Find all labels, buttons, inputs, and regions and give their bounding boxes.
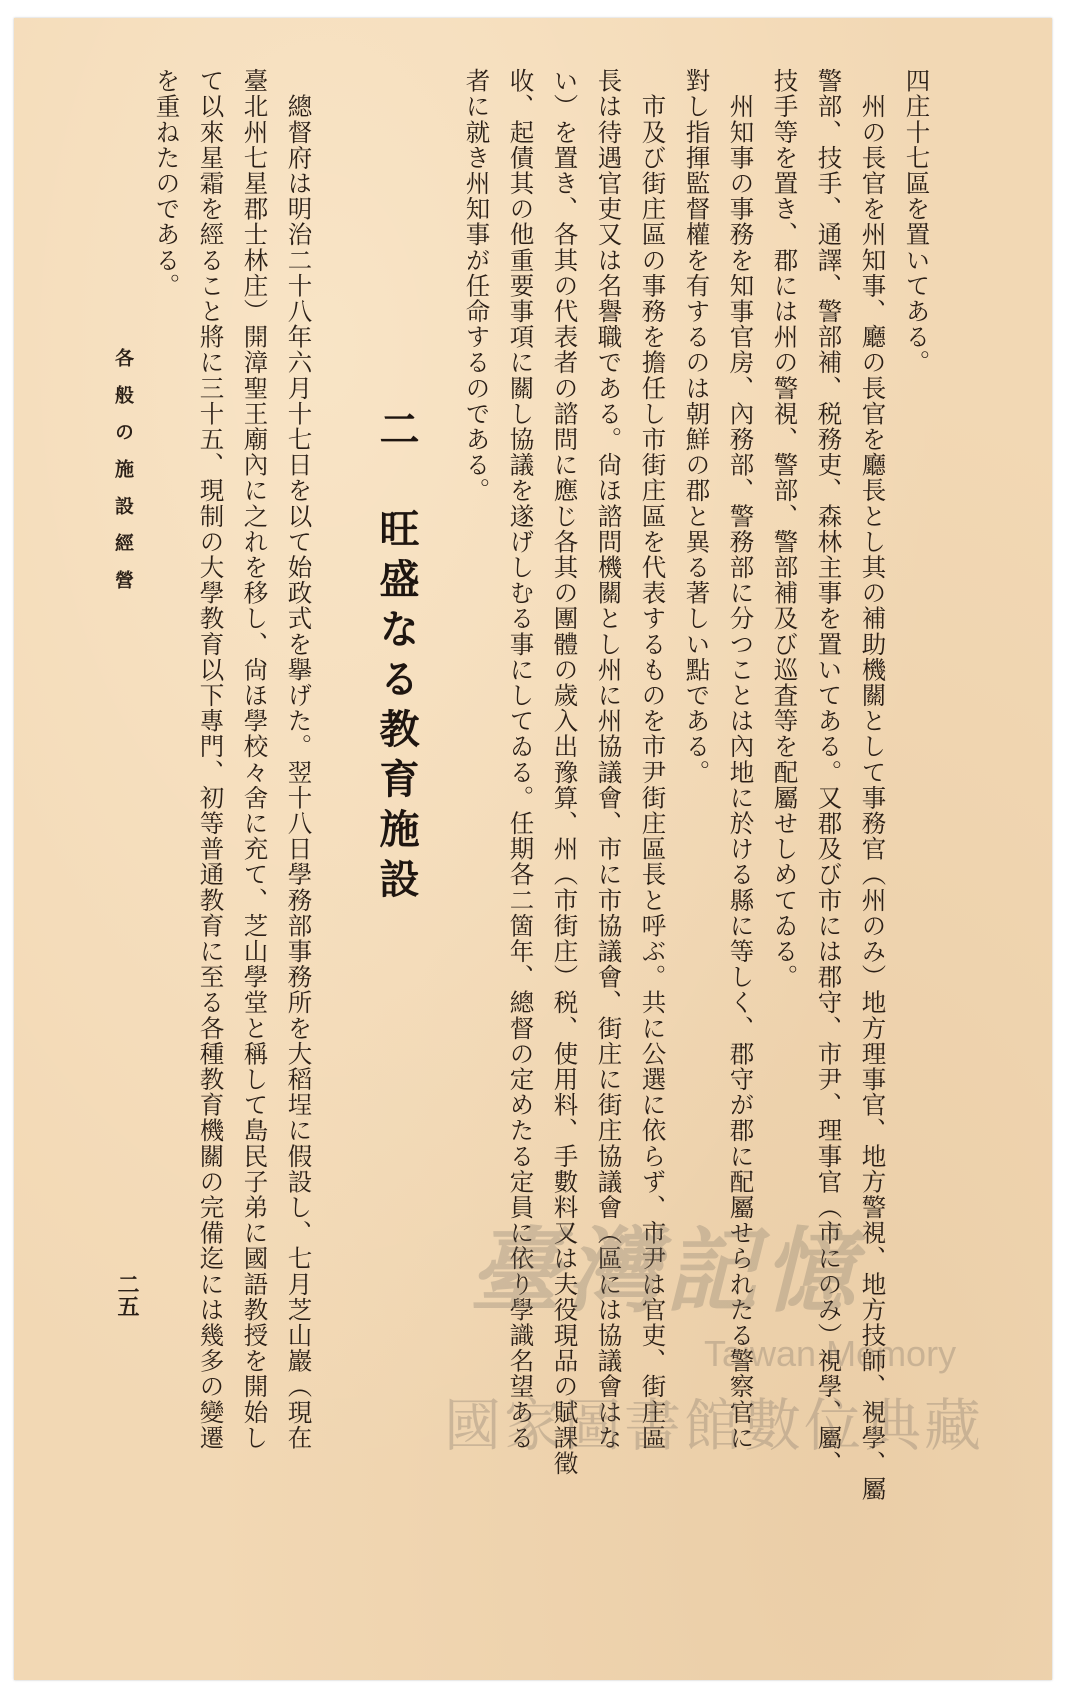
book-page [14, 18, 1052, 1680]
watermark-chinese: 國家圖書館數位典藏 [444, 1393, 984, 1459]
text-column: 市及び街庄區の事務を擔任し市街庄區を代表するものを市尹街庄區長と呼ぶ。共に公選に依らず、市尹は官吏、街庄區 [638, 68, 668, 1451]
text-column: 總督府は明治二十八年六月十七日を以て始政式を擧げた。翌十八日學務部事務所を大稻埕に假設し、七月芝山巖（現在 [284, 68, 314, 1451]
page-number: 二五 [114, 1273, 140, 1317]
text-column: 技手等を置き、郡には州の警視、警部、警部補及び巡査等を配屬せしめてゐる。 [770, 68, 800, 990]
section-heading: 二 旺盛なる教育施設 [373, 408, 419, 908]
text-column: 四庄十七區を置いてある。 [902, 68, 932, 376]
text-column: い）を置き、各其の代表者の諮問に應じ各其の團體の歲入出豫算、州（市街庄）税、使用料、手數料又は夫役現品の賦課徵 [550, 68, 580, 1476]
text-column: 者に就き州知事が任命するのである。 [462, 68, 492, 504]
text-column: て以來星霜を經ること將に三十五、現制の大學教育以下專門、初等普通教育に至る各種教育機關の完備迄には幾多の變遷 [196, 68, 226, 1451]
text-column: を重ねたのである。 [152, 68, 182, 299]
text-column: 長は待遇官吏又は名譽職である。尙ほ諮問機關とし州に州協議會、市に市協議會、街庄に街庄協議會（區には協議會はな [594, 68, 624, 1451]
watermark-english: Taiwan Memory [704, 1333, 957, 1374]
text-column: 州の長官を州知事、廳の長官を廳長とし其の補助機關として事務官（州のみ）地方理事官、地方警視、地方技師、視學、屬 [858, 68, 888, 1502]
running-title: 各般の施設經營 [112, 348, 134, 607]
text-column: 對し指揮監督權を有するのは朝鮮の郡と異る著しい點である。 [682, 68, 712, 785]
watermark-logo: 臺灣記憶 [469, 1217, 862, 1325]
text-column: 州知事の事務を知事官房、內務部、警務部に分つことは內地に於ける縣に等しく、郡守が郡に配屬せられたる警察官に [726, 68, 756, 1451]
text-column: 臺北州七星郡士林庄）開漳聖王廟內に之れを移し、尙ほ學校々舍に充て、芝山學堂と稱して島民子弟に國語教授を開始し [240, 68, 270, 1451]
text-column: 收、起債其の他重要事項に關し協議を遂げしむる事にしてゐる。任期各二箇年、總督の定めたる定員に依り學識名望ある [506, 68, 536, 1451]
text-column: 警部、技手、通譯、警部補、税務吏、森林主事を置いてある。又郡及び市には郡守、市尹、理事官（市にのみ）視學、屬、 [814, 68, 844, 1476]
